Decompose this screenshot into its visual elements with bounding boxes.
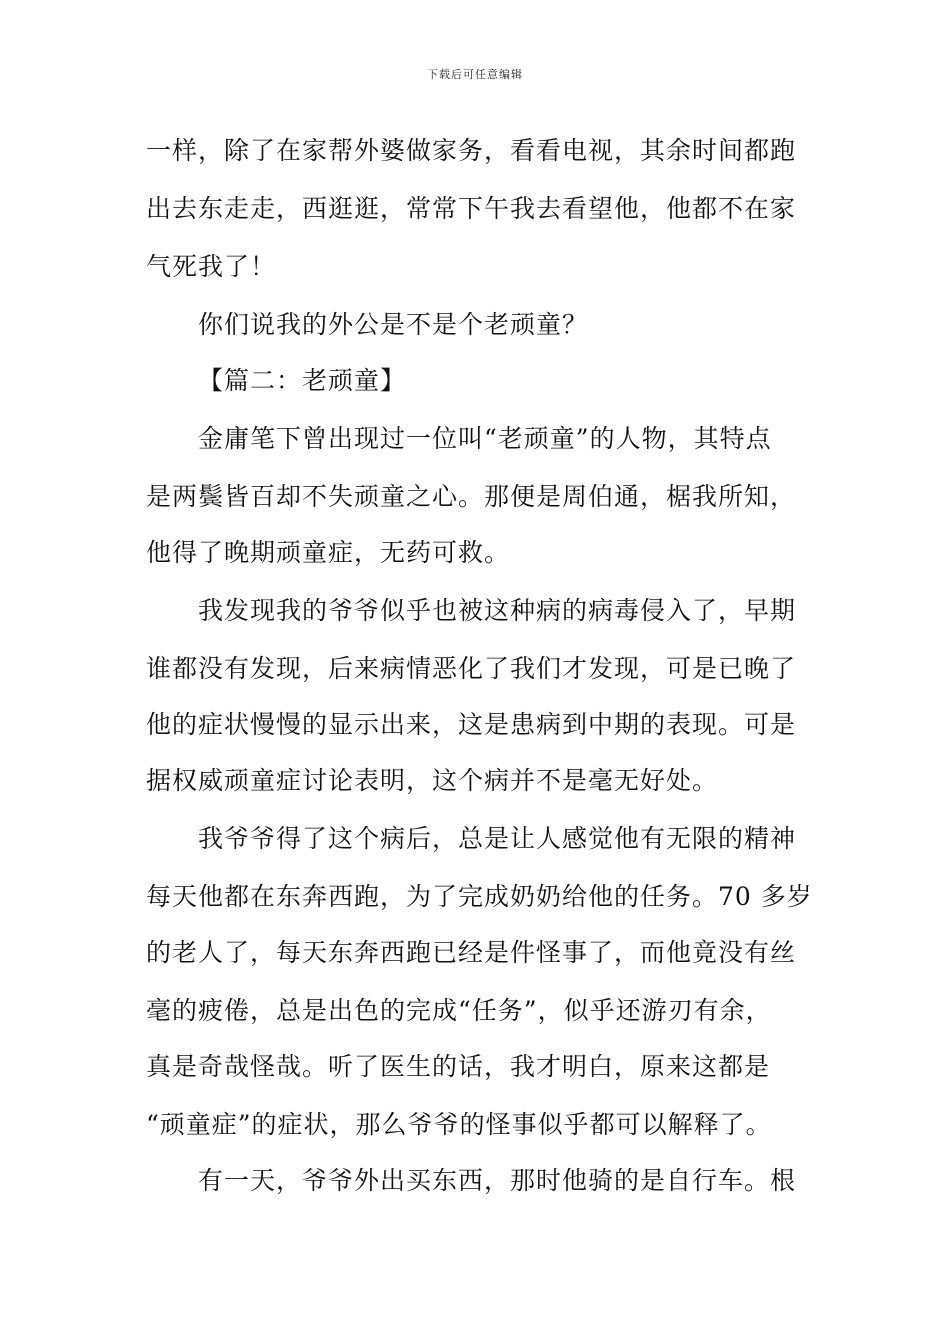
text-line: 有一天，爷爷外出买东西，那时他骑的是自行车。根 bbox=[198, 1166, 797, 1195]
text-line: 谁都没有发现，后来病情恶化了我们才发现，可是已晚了 bbox=[146, 654, 797, 683]
text-line: 金庸笔下曾出现过一位叫“老顽童”的人物，其特点 bbox=[198, 424, 772, 453]
section-heading: 【篇二：老顽童】 bbox=[198, 366, 407, 395]
text-line: 的老人了，每天东奔西跑已经是件怪事了，而他竟没有丝 bbox=[146, 938, 797, 967]
text-line: “顽童症”的症状，那么爷爷的怪事似乎都可以解释了。 bbox=[146, 1110, 772, 1139]
page-header: 下载后可任意编辑 bbox=[427, 68, 523, 81]
text-line: 据权威顽童症讨论表明，这个病并不是毫无好处。 bbox=[146, 766, 719, 795]
text-line: 气死我了！ bbox=[146, 252, 277, 281]
text-line: 每天他都在东奔西跑，为了完成奶奶给他的任务。70 多岁 bbox=[146, 882, 813, 911]
text-line: 是两鬓皆百却不失顽童之心。那便是周伯通，椐我所知， bbox=[146, 482, 797, 511]
text-line: 我发现我的爷爷似乎也被这种病的病毒侵入了，早期 bbox=[198, 596, 797, 625]
text-line: 你们说我的外公是不是个老顽童？ bbox=[198, 310, 589, 339]
text-line: 出去东走走，西逛逛，常常下午我去看望他，他都不在家 bbox=[146, 194, 797, 223]
text-line: 真是奇哉怪哉。听了医生的话，我才明白，原来这都是 bbox=[146, 1052, 771, 1081]
text-line: 我爷爷得了这个病后，总是让人感觉他有无限的精神 bbox=[198, 824, 797, 853]
text-line: 他得了晚期顽童症，无药可救。 bbox=[146, 538, 511, 567]
text-line: 他的症状慢慢的显示出来，这是患病到中期的表现。可是 bbox=[146, 710, 797, 739]
text-line: 一样，除了在家帮外婆做家务，看看电视，其余时间都跑 bbox=[146, 136, 797, 165]
text-line: 毫的疲倦，总是出色的完成“任务”，似乎还游刃有余， bbox=[146, 996, 772, 1025]
